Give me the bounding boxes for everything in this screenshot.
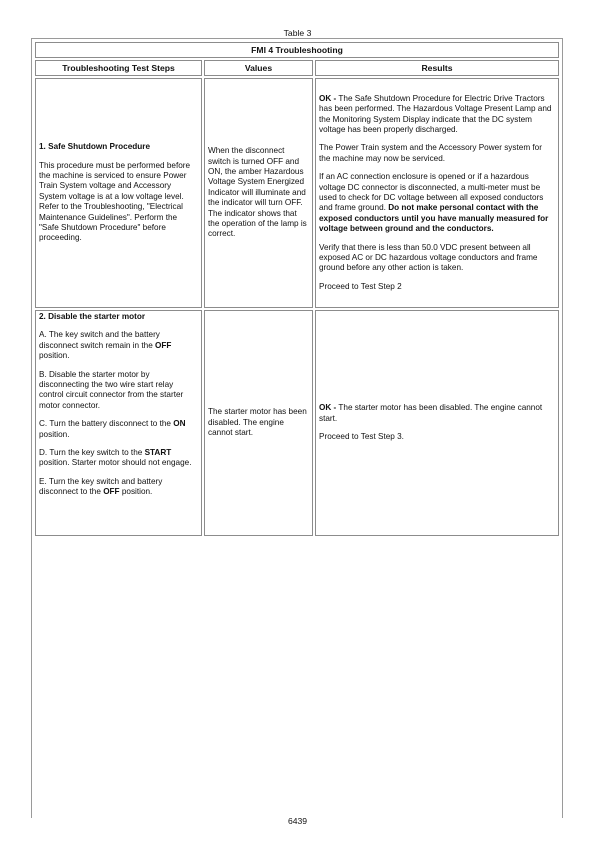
- ok-text: The Safe Shutdown Procedure for Electric Drive Tractors has been performed. The Hazardous Voltage Present Lamp and the Monitoring System Display indicate that the DC system voltage has been properly discharged.: [319, 93, 552, 134]
- step-item-bold: ON: [173, 419, 186, 429]
- step-item: [39, 419, 198, 440]
- table-row: [35, 78, 559, 308]
- page-number: 6439: [287, 816, 308, 826]
- ok-label: OK -: [319, 403, 337, 413]
- step-title: 1. Safe Shutdown Procedure: [39, 142, 151, 152]
- step-item-bold: OFF: [103, 487, 120, 497]
- result-ok: [319, 403, 555, 424]
- step-item-text: D. Turn the key switch to the: [39, 448, 145, 458]
- step-cell: [35, 310, 202, 536]
- step-item-text: position.: [119, 487, 153, 497]
- step-item-bold: START: [144, 448, 172, 458]
- step-item-text: position.: [39, 351, 70, 361]
- step-item-bold: OFF: [155, 340, 172, 350]
- step-item-text: position. Starter motor should not engage.: [39, 458, 192, 468]
- header-results: Results: [315, 60, 559, 76]
- step-text: This procedure must be performed before the machine is serviced to ensure Power Train System voltage and Accessory System voltage is at a low voltage level. Refer to the Troubleshooting, "Electrical Maintenance Guidelines". Perform the "Safe Shutdown Procedure" before proceeding.: [39, 160, 191, 243]
- table-row: [35, 310, 559, 536]
- values-cell: The starter motor has been disabled. The engine cannot start.: [204, 310, 313, 536]
- result-paragraph: Verify that there is less than 50.0 VDC present between all exposed AC or DC hazardous voltage conductors and frame ground before any other action is taken.: [319, 242, 538, 273]
- warning-bold-text: Do not make personal contact with the exposed conductors until you have manually measured for voltage between ground and the conductors.: [319, 203, 549, 234]
- ok-text: The starter motor has been disabled. The engine cannot start.: [319, 403, 543, 423]
- step-item: [39, 330, 198, 361]
- result-ok: [319, 94, 555, 136]
- troubleshooting-table: [33, 40, 561, 538]
- results-cell: [315, 78, 559, 308]
- step-item-text: position.: [39, 429, 70, 439]
- step-item: B. Disable the starter motor by disconnecting the two wire start relay control circuit connector from the starter motor connector.: [39, 369, 184, 410]
- header-values: Values: [204, 60, 313, 76]
- table-caption: Table 3: [283, 28, 312, 38]
- step-item-text: C. Turn the battery disconnect to the: [39, 419, 174, 429]
- proceed-text: Proceed to Test Step 3.: [319, 432, 404, 442]
- step-item: [39, 448, 198, 469]
- step-item-text: A. The key switch and the battery disconnect switch remain in the: [39, 330, 160, 350]
- step-item: [39, 477, 198, 498]
- warning-text: If an AC connection enclosure is opened or if a hazardous voltage DC connector is disconnected, a multi-meter must be used to check for DC voltage between all exposed conductors and frame ground.: [319, 172, 544, 213]
- result-warning: [319, 172, 555, 234]
- header-test-steps: Troubleshooting Test Steps: [35, 60, 202, 76]
- values-cell: When the disconnect switch is turned OFF and ON, the amber Hazardous Voltage System Energized Indicator will illuminate and the indicator will turn OFF. The indicator shows that the operation of the lamp is correct.: [204, 78, 313, 308]
- step-title: 2. Disable the starter motor: [39, 312, 146, 321]
- step-cell: [35, 78, 202, 308]
- proceed-text: Proceed to Test Step 2: [319, 281, 402, 291]
- results-cell: [315, 310, 559, 536]
- result-paragraph: The Power Train system and the Accessory Power system for the machine may now be serviced.: [319, 143, 542, 163]
- table-title: FMI 4 Troubleshooting: [35, 42, 559, 58]
- ok-label: OK -: [319, 93, 337, 103]
- step-item-text: E. Turn the key switch and battery disconnect to the: [39, 476, 163, 497]
